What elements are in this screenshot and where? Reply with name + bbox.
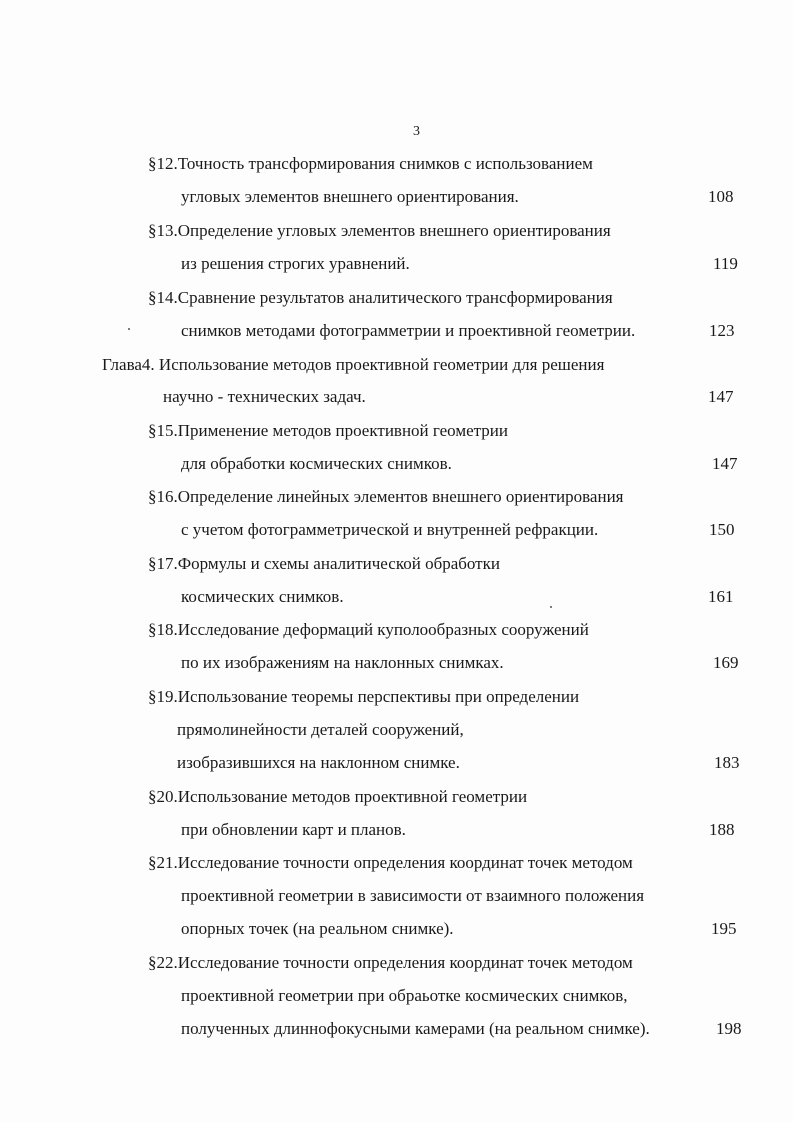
toc-entry-s16-line-2: с учетом фотограмметрической и внутренней рефракции. (181, 520, 599, 539)
toc-entry-s21-line-2: проективной геометрии в зависимости от взаимного положения (181, 886, 645, 905)
toc-chapter-4-page: 147 (708, 387, 734, 406)
toc-entry-s12-line-1: §12.Точность трансформирования снимков с использованием (148, 154, 593, 173)
toc-entry-s16-page: 150 (709, 520, 735, 539)
toc-entry-s13-line-1: §13.Определение угловых элементов внешнего ориентирования (148, 221, 611, 240)
toc-entry-s17-page: 161 (708, 587, 734, 606)
toc-entry-s13-page: 119 (713, 254, 738, 273)
toc-entry-s19-page: 183 (714, 753, 740, 772)
page-number: 3 (413, 124, 420, 139)
toc-entry-s17-line-1: §17.Формулы и схемы аналитической обработки (148, 554, 500, 573)
toc-entry-s21-line-1: §21.Исследование точности определения координат точек методом (148, 853, 633, 872)
toc-entry-s22-line-2: проективной геометрии при обраьотке космических снимков, (181, 986, 628, 1005)
toc-entry-s15-line-1: §15.Применение методов проективной геометрии (148, 421, 508, 440)
toc-chapter-4-line-1: Глава4. Использование методов проективной геометрии для решения (102, 355, 605, 374)
scan-speck (128, 328, 130, 330)
toc-entry-s18-page: 169 (713, 653, 739, 672)
toc-entry-s19-line-1: §19.Использование теоремы перспективы при определении (148, 687, 580, 706)
scan-speck (550, 606, 552, 608)
toc-entry-s21-page: 195 (711, 919, 737, 938)
toc-entry-s15-line-2: для обработки космических снимков. (181, 454, 452, 473)
toc-entry-s20-page: 188 (709, 820, 735, 839)
toc-entry-s12-line-2: угловых элементов внешнего ориентирования. (181, 187, 519, 206)
toc-entry-s15-page: 147 (712, 454, 738, 473)
toc-entry-s20-line-2: при обновлении карт и планов. (181, 820, 406, 839)
toc-entry-s21-line-3: опорных точек (на реальном снимке). (181, 919, 454, 938)
toc-entry-s18-line-2: по их изображениям на наклонных снимках. (181, 653, 504, 672)
toc-entry-s13-line-2: из решения строгих уравнений. (181, 254, 410, 273)
toc-entry-s22-line-3: полученных длиннофокусными камерами (на реальном снимке). (181, 1019, 650, 1038)
toc-entry-s14-line-1: §14.Сравнение результатов аналитического трансформирования (148, 288, 613, 307)
toc-entry-s20-line-1: §20.Использование методов проективной геометрии (148, 787, 528, 806)
toc-entry-s18-line-1: §18.Исследование деформаций куполообразных сооружений (148, 620, 589, 639)
toc-entry-s19-line-3: изобразившихся на наклонном снимке. (177, 753, 460, 772)
toc-entry-s17-line-2: космических снимков. (181, 587, 344, 606)
toc-entry-s14-page: 123 (709, 321, 735, 340)
toc-entry-s16-line-1: §16.Определение линейных элементов внешнего ориентирования (148, 487, 624, 506)
toc-entry-s22-page: 198 (716, 1019, 742, 1038)
toc-entry-s19-line-2: прямолинейности деталей сооружений, (177, 720, 464, 739)
toc-entry-s12-page: 108 (708, 187, 734, 206)
toc-entry-s14-line-2: снимков методами фотограмметрии и проективной геометрии. (181, 321, 636, 340)
toc-chapter-4-line-2: научно - технических задач. (163, 387, 366, 406)
toc-entry-s22-line-1: §22.Исследование точности определения координат точек методом (148, 953, 633, 972)
